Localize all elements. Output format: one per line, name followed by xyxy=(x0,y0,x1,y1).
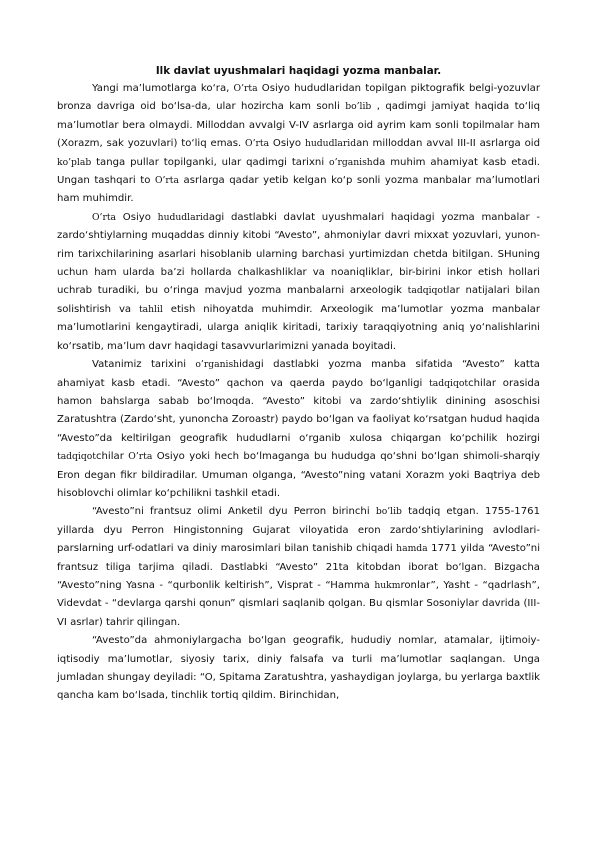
text-run: idagi dastlabki yozma manba sifatida “Avesto” katta ahamiyat kasb etadi. “Avesto” qachon va qaerda paydo bo‘lganligi xyxy=(57,359,540,389)
paragraph xyxy=(57,356,540,503)
text-run: Vatanimiz tarixini xyxy=(92,359,196,371)
text-run: , qadimgi jamiyat haqida to‘liq ma’lumotlar bera olmaydi. Milloddan avvalgi V-IV asrlarga oid ayrim kam sonli topilmalar ham (Xorazm, sak yozuvlari) to‘liq emas. xyxy=(57,101,540,150)
document-body xyxy=(57,80,540,706)
text-run: tadqiqot xyxy=(407,285,447,297)
text-run: agi dastlabki davlat uyushmalari haqidagi yozma manbalar - zardo‘shtiylarning muqaddas dinniy kitobi “Avesto”, ahmoniylar davri mixxat yozuvlari, yunon-rim tarixchilarining asarlari hisoblanib ularning barchasi yurtimizdan chetda bitilgan. SHuning uchun ham ularda ba’zi hollarda chalkashliklar va noaniqliklar, bir-birini inkor etish hollari uchrab turadiki, bu o‘ringa mavjud yozma manbalarni arxeologik xyxy=(57,211,540,297)
text-run: “Avesto”ni frantsuz olimi Anketil dyu Perron birinchi xyxy=(92,506,376,518)
text-run: tadqiq etgan. 1755-1761 yillarda dyu Perron Hingistonning Gujarat viloyatida eron zardo‘shtiylarining avlodlari-parslarning urf-odatlari va diniy marosimlari bilan tanishib chiqadi xyxy=(57,506,540,555)
paragraph xyxy=(57,632,540,706)
paragraph xyxy=(57,503,540,632)
text-run: tahlil xyxy=(138,303,163,315)
text-run: tadqiqot xyxy=(57,451,96,463)
text-run: Osiyo xyxy=(269,138,305,150)
text-run: asrlarga qadar yetib kelgan ko‘p sonli yozma manbalar ma’lumotlari ham muhimdir. xyxy=(57,175,540,205)
text-run: Osiyo hududlaridan topilgan piktografik belgi-yozuvlar bronza davriga oid bo‘lsa-da, ular hozircha kam sonli xyxy=(57,83,540,113)
text-run: ronlar”, Yasht - “qadrlash”, Videvdat - “devlarga qarshi qonun” qismlari saqlanib qolgan. Bu qismlar Sosoniylar davrida (III-VI asrlar) tahrir qilingan. xyxy=(57,579,540,628)
text-run: tadqiqot xyxy=(429,377,469,389)
text-run: an milloddan avval III-II asrlarga oid xyxy=(356,138,540,150)
text-run: hududlarid xyxy=(304,138,357,150)
text-run: Osiyo yoki hech bo‘lmaganga bu hududga qo‘shni bo‘lgan shimoli-sharqiy Eron degan fikr bildiradilar. Umuman olganga, “Avesto”ning vatani Xorazm yoki Baqtriya deb hisoblovchi olimlar ko‘pchilikni tashkil etadi. xyxy=(57,451,540,499)
paragraph xyxy=(57,209,540,356)
text-run: Osiyo xyxy=(116,211,158,223)
text-run: tanga pullar topilganki, ular qadimgi tarixni xyxy=(91,156,330,168)
text-run: lar natijalari bilan solishtirish va xyxy=(57,285,540,315)
text-run: “Avesto”da ahmoniylargacha bo‘lgan geografik, hududiy nomlar, atamalar, ijtimoiy-iqtisodiy ma’lumotlar, siyosiy tarix, diniy falsafa va turli ma’lumotlar saqlangan. Unga jumladan shungay deyiladi: “O, Spitama Zaratushtra, yashaydigan joylarga, bu yerlarga baxtlik qancha kam bo‘lsada, tinchlik tortiq qildim. Birinchidan, xyxy=(57,635,540,702)
text-run: Yangi ma’lumotlarga ko‘ra, xyxy=(92,83,234,94)
text-run: 1771 yilda “Avesto”ni frantsuz tiliga tarjima qiladi. Dastlabki “Avesto” 21ta kitobdan iborat bo‘lgan. Bizgacha “Avesto”ning Yasna - “qurbonlik keltirish”, Visprat - “Hamma xyxy=(57,543,540,591)
text-run: bo’lib xyxy=(345,101,372,113)
text-run: da muhim ahamiyat kasb etadi. Ungan tashqari to xyxy=(57,156,540,187)
document-title: Ilk davlat uyushmalari haqidagi yozma manbalar. xyxy=(155,65,442,77)
text-run: O’rta xyxy=(128,451,153,463)
text-run: chilar xyxy=(95,451,129,463)
text-run: o’rganish xyxy=(329,156,373,168)
text-run: O’rta xyxy=(92,211,117,223)
text-run: O’rta xyxy=(233,83,258,94)
text-run: O’rta xyxy=(154,175,179,187)
text-run: O’rta xyxy=(245,138,270,150)
text-run: bo’lib xyxy=(375,506,402,518)
text-run: ko’plab xyxy=(57,156,92,168)
text-run: hududlarid xyxy=(157,211,209,223)
text-run: hamda xyxy=(396,543,428,555)
text-run: o’rganish xyxy=(195,359,240,371)
paragraph xyxy=(57,80,540,209)
text-run: hukm xyxy=(374,579,401,591)
document-page xyxy=(57,62,540,706)
text-run: chilar orasida hamon bahslarga sabab bo‘lmoqda. “Avesto” kitobi va zardo‘shtiylik dinining asoschisi Zaratushtra (Zardo‘sht, yunoncha Zoroastr) paydo bo‘lgan va faoliyat ko‘rsatgan hudud haqida “Avesto”da keltirilgan geografik hududlarni o‘rganib xulosa chiqargan ko‘pchilik hozirgi xyxy=(57,377,540,444)
text-run: etish nihoyatda muhimdir. Arxeologik ma’lumotlar yozma manbalar ma’lumotlarini kengaytiradi, ularga aniqlik kiritadi, tarixiy taraqqiyotning aniq yo‘nalishlarini ko‘rsatib, ma’lum davr haqidagi tasavvurlarimizni yanada boyitadi. xyxy=(57,303,540,352)
